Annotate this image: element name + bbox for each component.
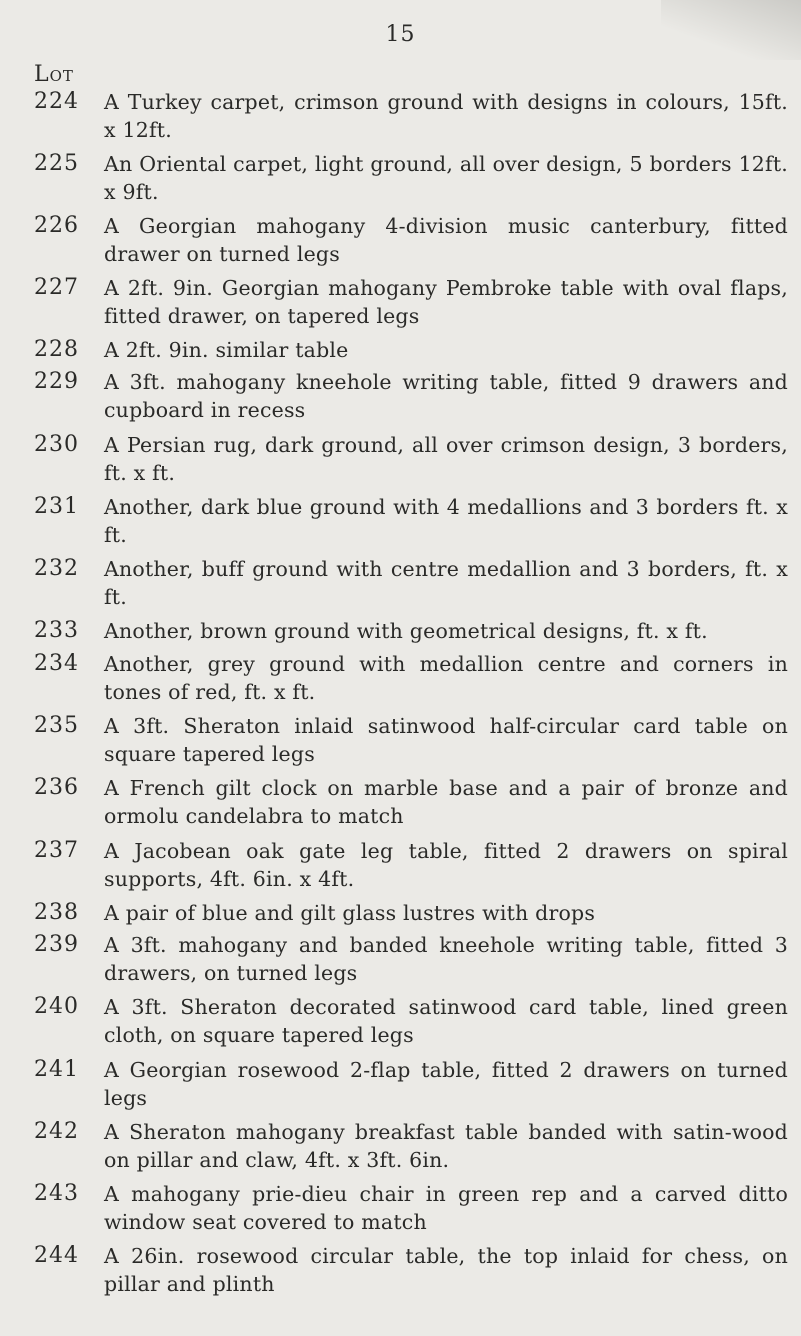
lot-number: 225 [34, 151, 79, 176]
lot-description: Another, buff ground with centre medallion and 3 borders, ft. x ft. [104, 557, 788, 609]
lot-number: 231 [34, 494, 79, 519]
lot-description: A Georgian mahogany 4-division music canterbury, fitted drawer on turned legs [104, 214, 788, 266]
lot-description: Another, brown ground with geometrical designs, ft. x ft. [104, 619, 708, 643]
lot-description: A Persian rug, dark ground, all over crimson design, 3 borders, ft. x ft. [104, 433, 788, 485]
lot-description: A 3ft. mahogany kneehole writing table, fitted 9 drawers and cupboard in recess [104, 370, 788, 422]
lot-number: 230 [34, 432, 79, 457]
lot-number: 228 [34, 337, 79, 362]
lot-number: 241 [34, 1057, 79, 1082]
lot-number: 244 [34, 1243, 79, 1268]
lot-number: 240 [34, 994, 79, 1019]
lot-number: 234 [34, 651, 79, 676]
lot-description: A 3ft. mahogany and banded kneehole writing table, fitted 3 drawers, on turned legs [104, 933, 788, 985]
lot-description: A mahogany prie-dieu chair in green rep and a carved ditto window seat covered to match [104, 1182, 788, 1234]
lot-description: A pair of blue and gilt glass lustres with drops [104, 901, 596, 925]
lot-number: 243 [34, 1181, 79, 1206]
lot-number: 236 [34, 775, 79, 800]
lot-description: A Georgian rosewood 2-flap table, fitted 2 drawers on turned legs [104, 1058, 788, 1110]
lot-description: A 3ft. Sheraton decorated satinwood card table, lined green cloth, on square tapered legs [104, 995, 788, 1047]
lot-number: 235 [34, 713, 79, 738]
lot-description: A 3ft. Sheraton inlaid satinwood half-circular card table on square tapered legs [104, 714, 788, 766]
lot-description: Another, dark blue ground with 4 medallions and 3 borders ft. x ft. [104, 495, 788, 547]
lot-number: 237 [34, 838, 79, 863]
lot-number: 232 [34, 556, 79, 581]
lot-description: Another, grey ground with medallion centre and corners in tones of red, ft. x ft. [104, 652, 788, 704]
lot-number: 242 [34, 1119, 79, 1144]
lot-description: A 26in. rosewood circular table, the top inlaid for chess, on pillar and plinth [104, 1244, 788, 1296]
lot-number: 227 [34, 275, 79, 300]
lot-description: A Turkey carpet, crimson ground with designs in colours, 15ft. x 12ft. [104, 90, 788, 142]
lot-number: 229 [34, 369, 79, 394]
lot-number: 239 [34, 932, 79, 957]
page-number: 15 [385, 22, 416, 47]
lot-description: A 2ft. 9in. Georgian mahogany Pembroke table with oval flaps, fitted drawer, on tapered legs [104, 276, 788, 328]
lot-description: A French gilt clock on marble base and a pair of bronze and ormolu candelabra to match [104, 776, 788, 828]
lot-description: A 2ft. 9in. similar table [104, 338, 349, 362]
lot-description: A Jacobean oak gate leg table, fitted 2 drawers on spiral supports, 4ft. 6in. x 4ft. [104, 839, 788, 891]
lot-number: 224 [34, 89, 79, 114]
lot-number: 226 [34, 213, 79, 238]
lot-number: 238 [34, 900, 79, 925]
lot-description: An Oriental carpet, light ground, all over design, 5 borders 12ft. x 9ft. [104, 152, 788, 204]
lot-column-heading: Lot [34, 62, 74, 87]
lot-description: A Sheraton mahogany breakfast table banded with satin-wood on pillar and claw, 4ft. x 3ft. 6in. [104, 1120, 788, 1172]
lot-number: 233 [34, 618, 79, 643]
